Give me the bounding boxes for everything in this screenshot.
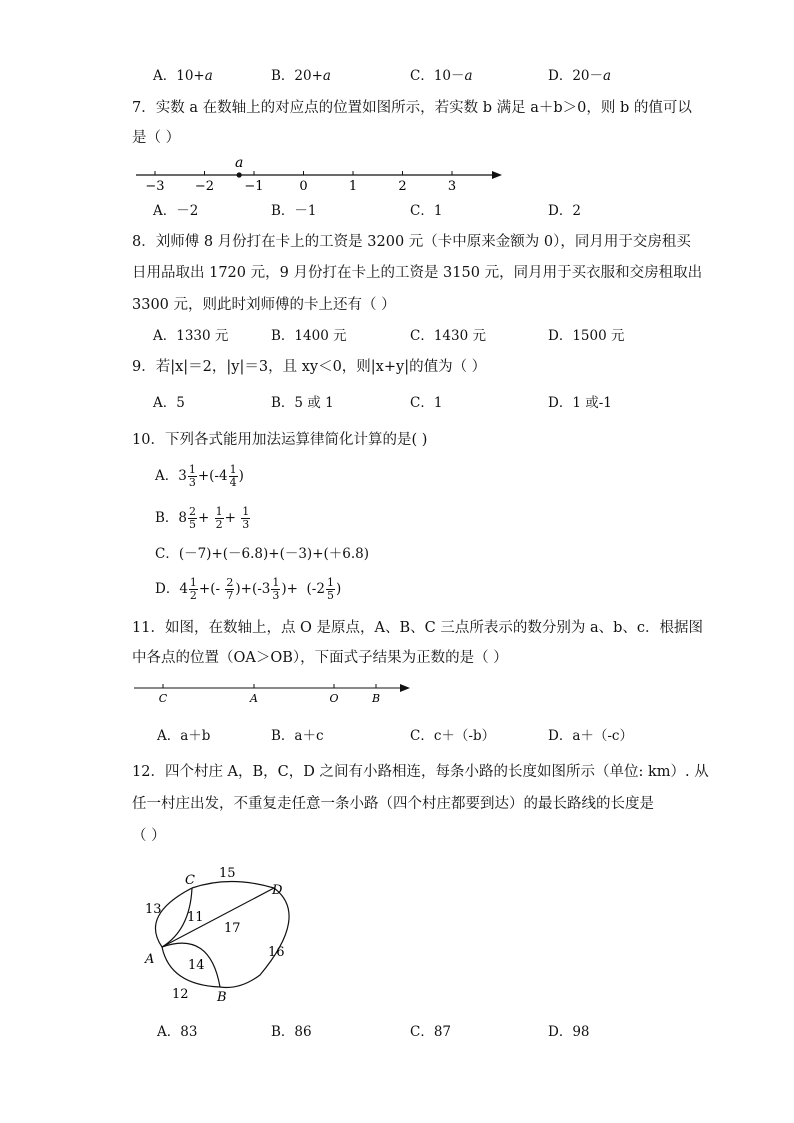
fraction: $\frac{2}{7}$ (226, 576, 234, 602)
q9-option-a[interactable]: A．5 (153, 395, 185, 411)
edge-label-12: 12 (172, 987, 189, 1002)
edge-label-13: 13 (145, 902, 162, 917)
q9-stem: 9．若|x|＝2，|y|＝3，且 xy＜0，则|x+y|的值为（ ） (132, 359, 487, 375)
node-label-b: B (217, 990, 227, 1005)
fraction: $\frac{2}{5}$ (189, 505, 197, 531)
q6-option-d[interactable]: D．20－a (548, 68, 612, 84)
q11-stem-line1: 11．如图，在数轴上，点 O 是原点，A、B、C 三点所表示的数分别为 a、b、c．根据图 (132, 620, 704, 636)
q7-tick-label: −3 (145, 179, 165, 194)
q8-option-c[interactable]: C．1430 元 (410, 328, 486, 344)
fraction: $\frac{1}{2}$ (215, 505, 223, 531)
fraction: $\frac{1}{2}$ (189, 576, 197, 602)
q10-option-c[interactable]: C．(－7)+(－6.8)+(－3)+(＋6.8) (155, 546, 370, 562)
fraction: $\frac{1}{3}$ (242, 505, 250, 531)
q9-option-d[interactable]: D．1 或-1 (548, 395, 612, 411)
q8-option-d[interactable]: D．1500 元 (548, 328, 625, 344)
q12-option-a[interactable]: A．83 (157, 1024, 198, 1040)
q11-option-c[interactable]: C．c＋（-b） (410, 728, 496, 744)
q7-tick-label: 0 (299, 179, 308, 194)
node-label-a: A (145, 952, 155, 967)
q6-option-a[interactable]: A．10+a (153, 68, 213, 84)
q7-tick-label: 1 (348, 179, 358, 194)
edge-label-16: 16 (268, 945, 285, 960)
q11-label-a: A (250, 692, 258, 705)
q7-axis-arrow (492, 171, 502, 179)
q7-tick-label: −2 (194, 179, 215, 194)
q7-option-d[interactable]: D．2 (548, 203, 581, 219)
edge-label-11: 11 (187, 910, 204, 925)
q8-stem-line1: 8．刘师傅 8 月份打在卡上的工资是 3200 元（卡中原来金额为 0），同月用于交房租买 (132, 234, 691, 250)
node-label-c: C (185, 873, 195, 888)
q11-number-line (130, 678, 420, 708)
q7-tick-label: −1 (244, 179, 264, 194)
q8-option-a[interactable]: A．1330 元 (153, 328, 229, 344)
q12-stem-line3: （ ） (132, 828, 166, 844)
q7-stem-line1: 7．实数 a 在数轴上的对应点的位置如图所示，若实数 b 满足 a＋b＞0，则 b 的值可以 (132, 100, 692, 116)
q12-option-d[interactable]: D．98 (548, 1024, 590, 1040)
edge-a-d (162, 888, 274, 947)
q11-option-a[interactable]: A．a＋b (157, 728, 211, 744)
q7-point-label: a (234, 155, 244, 171)
edge-label-17: 17 (224, 921, 241, 936)
q12-stem-line2: 任一村庄出发，不重复走任意一条小路（四个村庄都要到达）的最长路线的长度是 (132, 796, 654, 812)
q11-label-b: B (371, 692, 381, 705)
q11-label-o: O (329, 692, 339, 705)
edge-d-b (220, 888, 289, 988)
q11-stem-line2: 中各点的位置（OA＞OB），下面式子结果为正数的是（ ） (132, 650, 508, 666)
q9-option-c[interactable]: C．1 (410, 395, 443, 411)
q6-option-c[interactable]: C．10－a (410, 68, 473, 84)
q9-option-b[interactable]: B．5 或 1 (271, 395, 334, 411)
q12-option-b[interactable]: B．86 (271, 1024, 312, 1040)
edge-label-15: 15 (219, 866, 236, 881)
fraction: $\frac{1}{3}$ (272, 576, 280, 602)
node-label-d: D (272, 883, 283, 898)
q8-option-b[interactable]: B．1400 元 (271, 328, 347, 344)
fraction: $\frac{1}{4}$ (229, 463, 237, 489)
q10-option-b[interactable]: B．8 $\frac{2}{5}$ + $\frac{1}{2}$ + $\frac{1}{3}$ (155, 505, 250, 531)
q11-option-d[interactable]: D．a＋（-c） (548, 728, 633, 744)
q10-option-a[interactable]: A．3 $\frac{1}{3}$ +(-4 $\frac{1}{4}$ ) (155, 463, 244, 489)
q11-axis-arrow (400, 684, 410, 692)
q7-option-a[interactable]: A．－2 (153, 203, 199, 219)
q10-stem: 10．下列各式能用加法运算律简化计算的是( ) (132, 432, 428, 448)
fraction: $\frac{1}{5}$ (326, 576, 334, 602)
q11-label-c: C (158, 692, 168, 705)
edge-label-14: 14 (188, 958, 205, 973)
q8-stem-line2: 日用品取出 1720 元，9 月份打在卡上的工资是 3150 元，同月用于买衣服和交房租取出 (132, 265, 703, 281)
q8-stem-line3: 3300 元，则此时刘师傅的卡上还有（ ） (132, 297, 396, 313)
q7-option-c[interactable]: C．1 (410, 203, 443, 219)
q12-option-c[interactable]: C．87 (410, 1024, 452, 1040)
q7-stem-line2: 是（ ） (132, 130, 181, 146)
q7-option-b[interactable]: B．－1 (271, 203, 317, 219)
q11-option-b[interactable]: B．a＋c (271, 728, 324, 744)
q7-tick-label: 2 (398, 179, 407, 194)
edge-c-d (192, 882, 274, 889)
fraction: $\frac{1}{3}$ (188, 463, 196, 489)
q12-stem-line1: 12．四个村庄 A，B，C，D 之间有小路相连，每条小路的长度如图所示（单位: km）. 从 (132, 764, 709, 780)
q7-number-line (130, 150, 510, 196)
q7-point-a (237, 172, 242, 177)
q6-option-b[interactable]: B．20+a (271, 68, 331, 84)
q10-option-d[interactable]: D．4 $\frac{1}{2}$ +(- $\frac{2}{7}$ )+(-3 $\frac{1}{3}$ )+ (-2 $\frac{1}{5}$ ) (155, 576, 342, 602)
q7-tick-label: 3 (447, 179, 457, 194)
q12-village-graph (120, 855, 320, 1015)
